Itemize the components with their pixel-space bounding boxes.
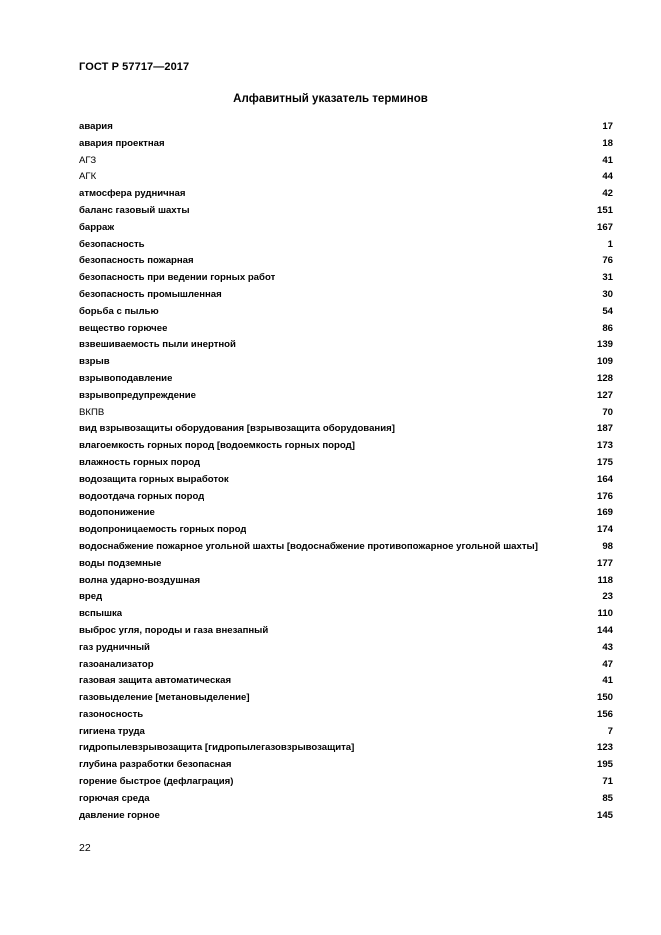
index-entry <box>79 724 613 741</box>
index-term-number: 187 <box>596 423 613 435</box>
index-term-number: 43 <box>602 641 613 653</box>
index-entry <box>79 388 613 405</box>
index-entry <box>79 237 613 254</box>
index-entry <box>79 589 613 606</box>
index-term: выброс угля, породы и газа внезапный <box>79 624 269 636</box>
index-entry <box>79 354 613 371</box>
index-term-number: 1 <box>607 238 613 250</box>
index-term: безопасность пожарная <box>79 255 194 267</box>
index-term-number: 17 <box>602 121 613 132</box>
index-term-number: 44 <box>602 171 613 183</box>
index-term-number: 127 <box>596 389 613 401</box>
index-entry <box>79 304 613 321</box>
index-term-number: 85 <box>602 792 613 804</box>
index-term: борьба с пылью <box>79 305 159 317</box>
index-term: гидропылевзрывозащита [гидропылегазовзрывозащита] <box>79 742 355 754</box>
index-term-number: 41 <box>602 675 613 687</box>
index-term-number: 70 <box>602 406 613 418</box>
index-term-number: 175 <box>596 456 613 468</box>
index-term-number: 30 <box>602 288 613 300</box>
index-term-number: 23 <box>602 591 613 603</box>
index-entry <box>79 405 613 422</box>
index-entry <box>79 220 613 237</box>
index-term-number: 47 <box>602 658 613 670</box>
index-term: взрывопредупреждение <box>79 389 197 401</box>
index-term: горение быстрое (дефлаграция) <box>79 776 234 788</box>
index-term: газоанализатор <box>79 658 154 670</box>
index-entry <box>79 489 613 506</box>
index-term: АГЗ <box>79 154 97 166</box>
index-term-number: 144 <box>596 624 613 636</box>
index-term: газовая защита автоматическая <box>79 675 232 687</box>
index-entry <box>79 707 613 724</box>
index-term-number: 118 <box>597 574 613 586</box>
index-entry <box>79 573 613 590</box>
index-term: газовыделение [метановыделение] <box>79 692 250 704</box>
index-term-number: 7 <box>607 725 613 737</box>
index-term: авария <box>79 121 113 132</box>
index-entry <box>79 623 613 640</box>
index-term: ВКПВ <box>79 406 105 418</box>
index-term-number: 167 <box>596 221 613 233</box>
term-index-list <box>79 119 613 824</box>
index-entry <box>79 253 613 270</box>
index-term: атмосфера рудничная <box>79 188 186 200</box>
index-entry <box>79 640 613 657</box>
index-entry <box>79 371 613 388</box>
index-entry <box>79 606 613 623</box>
index-entry <box>79 556 613 573</box>
index-entry <box>79 505 613 522</box>
index-term-number: 54 <box>602 305 613 317</box>
index-term: барраж <box>79 221 115 233</box>
index-term-number: 195 <box>596 759 613 771</box>
index-term: воды подземные <box>79 557 162 569</box>
index-entry <box>79 455 613 472</box>
index-term: водозащита горных выработок <box>79 473 229 485</box>
index-entry <box>79 169 613 186</box>
index-entry <box>79 136 613 153</box>
index-term-number: 164 <box>596 473 613 485</box>
index-term: вид взрывозащиты оборудования [взрывозащита оборудования] <box>79 423 395 435</box>
index-entry <box>79 321 613 338</box>
index-term: водоснабжение пожарное угольной шахты [водоснабжение противопожарное угольной шахты] <box>79 540 538 552</box>
index-term: гигиена труда <box>79 725 145 737</box>
index-term: баланс газовый шахты <box>79 204 190 216</box>
index-term-number: 31 <box>602 272 613 284</box>
index-entry <box>79 337 613 354</box>
index-entry <box>79 539 613 556</box>
index-term: АГК <box>79 171 97 183</box>
index-term: вспышка <box>79 608 123 620</box>
index-term-number: 173 <box>596 440 613 452</box>
index-term-number: 174 <box>596 524 613 536</box>
index-term-number: 156 <box>596 708 613 720</box>
index-term: влагоемкость горных пород [водоемкость горных пород] <box>79 440 355 452</box>
index-term-number: 145 <box>596 809 613 821</box>
index-entry <box>79 287 613 304</box>
index-term: безопасность промышленная <box>79 288 222 300</box>
index-term: волна ударно-воздушная <box>79 574 201 586</box>
index-term: глубина разработки безопасная <box>79 759 232 771</box>
index-term-number: 177 <box>596 557 613 569</box>
index-term-number: 86 <box>602 322 613 334</box>
index-term: вещество горючее <box>79 322 168 334</box>
index-term-number: 41 <box>602 154 613 166</box>
index-term: безопасность <box>79 238 145 250</box>
index-entry <box>79 657 613 674</box>
index-term: давление горное <box>79 809 160 821</box>
index-term: вред <box>79 591 103 603</box>
index-entry <box>79 673 613 690</box>
index-term-number: 176 <box>596 490 613 502</box>
index-term: взвешиваемость пыли инертной <box>79 339 236 351</box>
document-header: ГОСТ Р 57717—2017 <box>79 61 190 73</box>
index-term-number: 110 <box>597 608 613 620</box>
index-title: Алфавитный указатель терминов <box>233 93 428 105</box>
index-term: водопроницаемость горных пород <box>79 524 247 536</box>
index-term: безопасность при ведении горных работ <box>79 272 276 284</box>
index-entry <box>79 186 613 203</box>
index-term-number: 42 <box>602 188 613 200</box>
index-term-number: 71 <box>602 776 613 788</box>
index-term-number: 109 <box>596 356 613 368</box>
index-term: горючая среда <box>79 792 150 804</box>
index-term-number: 128 <box>596 372 613 384</box>
index-entry <box>79 203 613 220</box>
page-number: 22 <box>79 842 91 854</box>
index-entry <box>79 522 613 539</box>
index-term: взрыв <box>79 356 110 368</box>
index-term-number: 18 <box>602 137 613 149</box>
index-term-number: 150 <box>596 692 613 704</box>
index-term: влажность горных пород <box>79 456 201 468</box>
index-entry <box>79 153 613 170</box>
index-entry <box>79 438 613 455</box>
index-entry <box>79 270 613 287</box>
index-entry <box>79 808 613 825</box>
index-entry <box>79 791 613 808</box>
index-term: газоносность <box>79 708 144 720</box>
index-entry <box>79 774 613 791</box>
index-term-number: 98 <box>602 540 613 552</box>
index-term: водоотдача горных пород <box>79 490 205 502</box>
index-term-number: 169 <box>596 507 613 519</box>
index-term-number: 76 <box>602 255 613 267</box>
index-term: взрывоподавление <box>79 372 173 384</box>
index-entry <box>79 421 613 438</box>
index-entry <box>79 119 613 136</box>
index-term: водопонижение <box>79 507 155 519</box>
index-term: авария проектная <box>79 137 165 149</box>
index-entry <box>79 472 613 489</box>
index-entry <box>79 740 613 757</box>
index-term-number: 123 <box>596 742 613 754</box>
index-entry <box>79 757 613 774</box>
index-entry <box>79 690 613 707</box>
index-term: газ рудничный <box>79 641 150 653</box>
index-term-number: 139 <box>596 339 613 351</box>
index-term-number: 151 <box>596 204 613 216</box>
